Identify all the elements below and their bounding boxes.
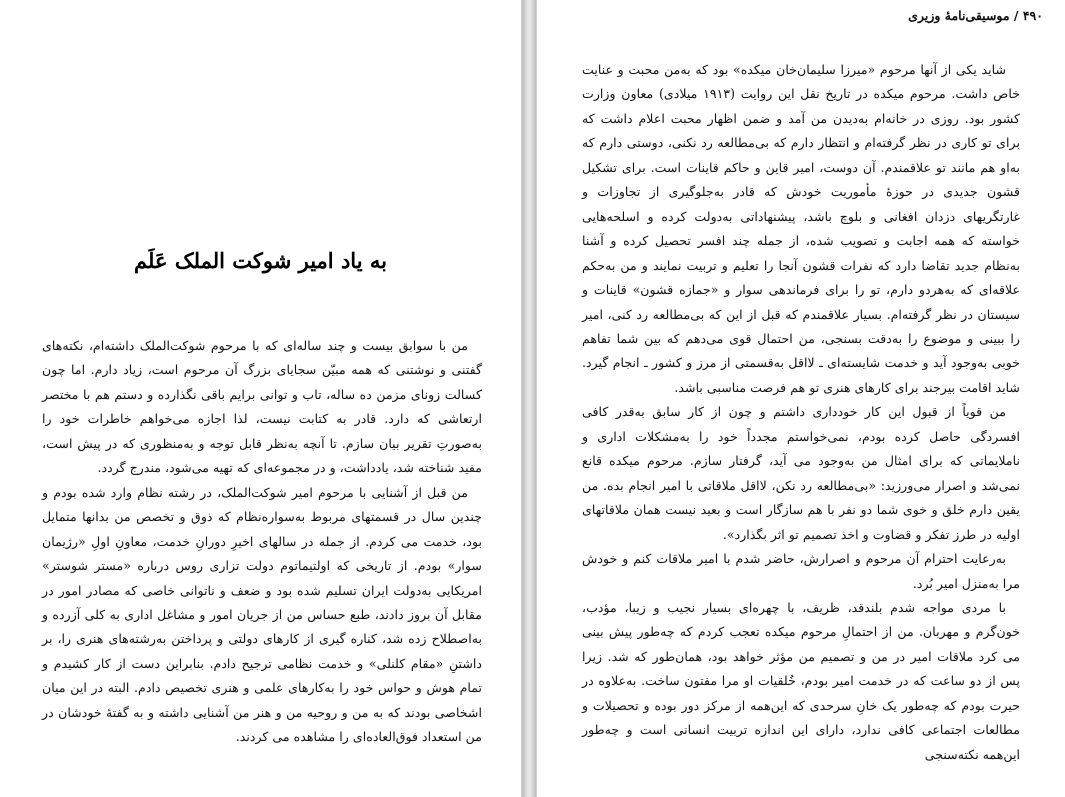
paragraph: من با سوابق بیست و چند ساله‌ای که با مرحوم شوکت‌الملک داشته‌ام، نکته‌های گفتنی و نوشتنی که همه مبیّن سجایای بزرگ آن مرحوم است، زیاد دارم. اما چون کسالت زونای مزمن ده ساله، تاب و توانی برایم باقی نگذارده و دستم هم با مختصر ارتعاشی که دارد. قادر به کتابت نیست، لذا اجازه می‌خواهم خاطرات خود را به‌صورتِ تقریر بیان سازم. تا آنچه به‌نظر قابل توجه و به‌منظوری که در پیش است، مفید شناخته شد، یادداشت، و در مجموعه‌ای که تهیه می‌شود، مندرج گردد. — [42, 338, 482, 476]
running-head: ۴۹۰ / موسیقی‌نامهٔ وزیری — [908, 8, 1043, 23]
paragraph: با مردی مواجه شدم بلندقد، ظریف، با چهره‌ای بسیار نجیب و زیبا، مؤدب، خون‌گرم و مهربان. من از احتمالِ مرحوم میکده تعجب کردم که چه‌طور پیش بینی می کرد ملاقات امیر در من و تصمیم من مؤثر خواهد بود، همان‌طور که شد. زیرا پس از دو ساعت که در خدمت امیر بودم، خُلقیات او مرا مفتون ساخت. به‌علاوه در حیرت بودم که چه‌طور یک خانِ سرحدی که این‌همه از مرکز دور بوده و تحصیلات و مطالعات اجتماعی کافی ندارد، دارای این اندازه تربیت انسانی است و چه‌طور این‌همه نکته‌سنجی — [582, 599, 1020, 762]
paragraph: من قویاً از قبول این کار خودداری داشتم و چون از کار سابق به‌قدر کافی افسردگی حاصل کرده بودم، نمی‌خواستم مجدداً خود را به‌مشکلات اداری و ناملایماتی که برای امثال من به‌وجود می آید، گرفتار سازم. مرحوم میکده قانع نمی‌شد و اصرار می‌ورزید: «بی‌مطالعه رد نکن، لااقل ملاقاتی با امیر انجام بده. من یقین دارم خلق و خوی شما دو نفر با هم سازگار است و بعید نیست همان ملاقاتهای اولیه در طرز تفکر و قضاوت و اخذ تصمیم تو اثر بگذارد». — [582, 404, 1020, 542]
paragraph: شاید یکی از آنها مرحوم «میرزا سلیمان‌خان میکده» بود که به‌من محبت و عنایت خاص داشت. مرحوم میکده در تاریخ نقل این روایت (۱۹۱۳ میلادی) معاون وزارت کشور بود. روزی در خانه‌ام به‌دیدن من آمد و ضمن اظهار محبت اعلام داشت که برای تو کاری در نظر گرفته‌ام و انتظار دارم که بی‌مطالعه رد نکنی، دوستی دارم که به‌او هم مانند تو علاقمندم. آن دوست، امیر قاین و حاکم قاینات است. برای تشکیل قشون جدیدی در حوزهٔ مأموریت خودش که قادر به‌جلوگیری از تجاوزات و غارتگریهای دزدان افغانی و بلوچ باشد، پیشنهاداتی به‌دولت کرده و اسلحه‌هایی خواسته که همه اجابت و تصویب شده، از جمله چند افسر تحصیل کرده و آشنا به‌نظام جدید تقاضا دارد که نفرات قشون آنجا را تعلیم و تربیت نمایند و من به‌حکم علاقه‌ای که به‌هردو دارم، تو را برای فرماندهی سوار و «جمازه قشون» قاینات و سیستان در نظر گرفته‌ام. بسیار علاقمندم که قبل از این که بی‌مطالعه رد کنی، امیر را ببینی و موضوع را به‌دقت بسنجی، من احتمال قوی می‌دهم که بین شما تفاهم خوبی به‌وجود آید و خدمت شایسته‌ای ـ لااقل به‌قسمتی از مرز و کشور ـ انجام گیرد. شاید اقامت بیرجند برای کارهای هنری تو هم فرصت مناسبی باشد. — [582, 62, 1020, 395]
left-page-body — [42, 334, 482, 750]
paragraph: به‌رعایت احترام آن مرحوم و اصرارش، حاضر شدم با امیر ملاقات کنم و خودش مرا به‌منزل امیر بُرد. — [582, 551, 1020, 591]
paragraph: من قبل از آشنایی با مرحوم امیر شوکت‌الملک، در رشته نظام وارد شده بودم و چندین سال در قسمتهای مربوط به‌سواره‌نظام که ذوق و تخصص من بدانها متمایل بود، خدمت می کردم. از جمله در سالهای اخیرِ دورانِ خدمت، معاونِ اولِ «رژیمان سوار» بودم. از تاریخی که اولتیماتوم دولت تزاری روس درباره «مستر شوستر» امریکایی به‌دولت ایران تسلیم شده بود و ضعف و ناتوانی خاصی که مصادر امور در مقابل آن بروز دادند، طبع حساس من از جریان امور و مشاغل اداری به کلی آزرده و به‌اصطلاح زده شد، کناره گیری از کارهای دولتی و پرداختن به‌رشته‌های هنری را، بر داشتنِ «مقام کلنلی» و خدمت نظامی ترجیح دادم. بنابراین دست از کار کشیدم و تمام هوش و حواس خود را به‌کارهای علمی و هنری تخصیص دادم. البته در این میان اشخاصی بودند که به من و روحیه من و هنر من آشنایی داشته و به گفتهٔ خودشان در من استعداد فوق‌العاده‌ای را مشاهده می کردند. — [42, 484, 482, 745]
chapter-title: به یاد امیر شوکت الملک عَلَم — [134, 248, 387, 273]
right-page-body — [582, 58, 1020, 767]
left-page — [0, 0, 522, 797]
book-gutter — [522, 0, 536, 797]
